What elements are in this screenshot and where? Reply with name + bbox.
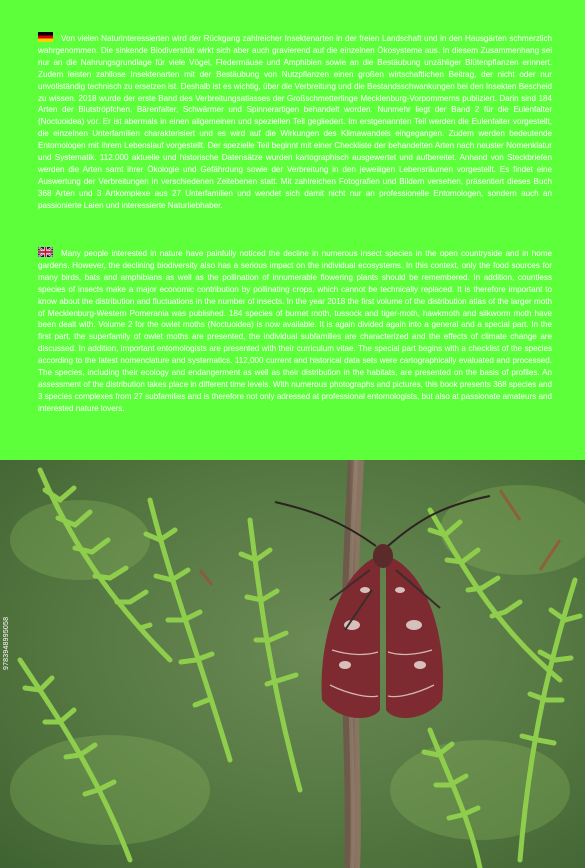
moth-on-heather-photo [0,460,585,868]
english-blurb [38,247,552,415]
german-blurb-text: Von vielen Naturinteressierten wird der Rückgang zahlreicher Insektenarten in der freien Landschaft und in den Hausgärten schmerzlich wahrgenommen. Die sinkende Biodiversität wirkt sich aber auch gravierend auf die einzelnen Ökosysteme aus. In diesem Zusammenhang sei nur an die Nahrungsgrundlage für viele Vögel, Fledermäuse und Amphibien sowie an die Bestäubung unzähliger Blütenpflanzen erinnert. Zudem leisten zahllose Insektenarten mit der Bestäubung von Nutzpflanzen einen großen wirtschaftlichen Beitrag, der nicht oder nur unvollständig technisch zu ersetzen ist. Deshalb ist es wichtig, über die Verbreitung und die Bestandsschwankungen bei den Insekten Bescheid zu wissen. 2018 wurde der erste Band des Verbreitungsatlasses der Großschmetterlinge Mecklenburg-Vorpommerns publiziert. Darin sind 184 Arten der Blutströpfchen, Bärenfalter, Schwärmer und Spinnerartigen behandelt worden. Nunmehr liegt der Band 2 für die Eulenfalter (Noctuoidea) vor. Er ist abermals in einen allgemeinen und speziellen Teil gegliedert. Im erstgenannten Teil werden die Eulenfalter vorgestellt, die einzelnen Unterfamilien charakterisiert und es wird auf die Wirkungen des Klimawandels eingegangen. Zudem werden bedeutende Entomologen mit ihrem Lebenslauf vorgestellt. Der spezielle Teil beginnt mit einer Checkliste der behandelten Arten nach neuster Nomenklatur und Systematik. 112.000 aktuelle und historische Datensätze wurden kartographisch ausgewertet und aufbereitet. Anhand von Steckbriefen werden die Arten samt ihrer Ökologie und Gefährdung sowie der Verbreitung in den jeweiligen Lebensräumen vorgestellt. Es findet eine Auswertung der Verbreitungen in verschiedenen Zeitebenen statt. Mit zahlreichen Fotografien und Bildern versehen, präsentiert dieses Buch 368 Arten und 3 Artkomplexe aus 27 Unterfamilien und wendet sich damit nicht nur an professionelle Entomologen, sondern auch an passionierte Laien und interessierte Naturliebhaber. [38,34,552,210]
english-blurb-text: Many people interested in nature have painfully noticed the decline in numerous insect species in the open countryside and in home gardens. However, the declining biodiversity also has a serious impact on the individual ecosystems. In this context, only the food sources for many birds, bats and amphibians as well as the pollination of innumerable flowering plants should be remembered. In addition, countless species of insects make a major economic contribution by pollinating crops, which cannot be technically replaced. It is therefore important to know about the distribution and fluctuations in the number of insects. In the year 2018 the first volume of the distribution atlas of the larger moth of Mecklenburg-Western Pomerania was published. 184 species of burnet moth, tussock and tiger-moth, hawkmoth and silkworm moth have been dealt with. Volume 2 for the owlet moths (Noctuoidea) is now available. It is again divided again into a general and a special part. In the first part, the superfamily of owlet moths are presented, the individual subfamilies are characterized and the effects of climate change are discussed. In addition, important entomologists are presented with their curriculum vitae. The special part begins with a checklist of the species according to the latest nomenclature and systematics. 112,000 current and historical data sets were cartographically evaluated and processed. The species, including their ecology and endangerment as well as their distribution in the habitats, are presented on the basis of profiles. An assessment of the distribution takes place in different time levels. With numerous photographs and pictures, this book presents 368 species and 3 species complexes from 27 subfamilies and is therefore not only adressed at professional entomologists, but also at passionate amateurs and interested nature lovers. [38,249,552,413]
germany-flag-icon [38,32,53,42]
isbn-number: 9783948995058 [3,616,10,670]
uk-flag-icon [38,247,53,257]
german-blurb [38,32,552,212]
